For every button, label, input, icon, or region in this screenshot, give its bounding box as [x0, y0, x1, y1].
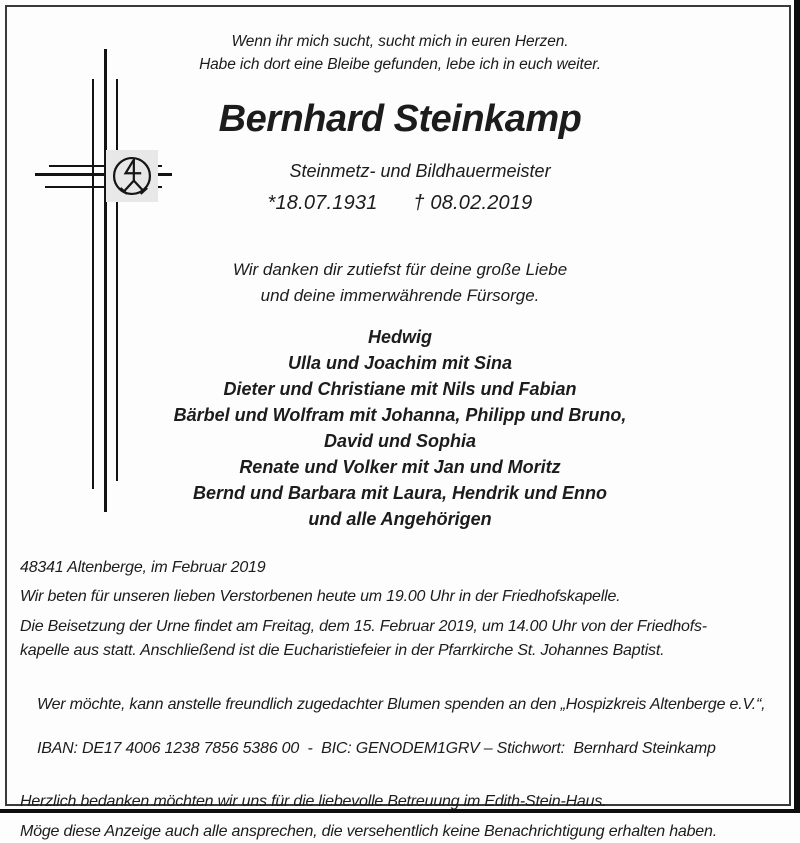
mourner-line: David und Sophia — [323, 431, 476, 451]
life-dates — [0, 192, 800, 215]
care-thanks: Herzlich bedanken möchten wir uns für die liebevolle Betreuung im Edith-Stein-Haus. — [20, 793, 607, 810]
mourner-line: Hedwig — [367, 327, 432, 347]
donation-info — [20, 672, 786, 782]
gratitude-line: und deine immerwährende Fürsorge. — [260, 286, 540, 305]
mourners-list — [0, 324, 800, 532]
mourner-line: Dieter und Christiane mit Nils und Fabian — [223, 379, 577, 399]
epigraph-line: Wenn ihr mich sucht, sucht mich in euren Herzen. — [231, 33, 569, 50]
epigraph — [0, 30, 800, 76]
death-date: † 08.02.2019 — [413, 192, 533, 214]
mourner-line: Bärbel und Wolfram mit Johanna, Philipp und Bruno, — [173, 405, 627, 425]
epigraph-line: Habe ich dort eine Bleibe gefunden, lebe ich in euch weiter. — [199, 56, 601, 73]
mourner-line: und alle Angehörigen — [308, 509, 492, 529]
mourner-line: Bernd und Barbara mit Laura, Hendrik und Enno — [192, 483, 608, 503]
mourner-line: Renate und Volker mit Jan und Moritz — [239, 457, 561, 477]
birth-date: *18.07.1931 — [267, 192, 378, 214]
profession-label: Steinmetz- und Bildhauermeister — [289, 161, 551, 181]
burial-info — [20, 615, 786, 663]
deceased-name: Bernhard Steinkamp — [218, 98, 582, 140]
gratitude-line: Wir danken dir zutiefst für deine große Liebe — [232, 260, 568, 279]
prayer-info: Wir beten für unseren lieben Verstorbenen heute um 19.00 Uhr in der Friedhofskapelle. — [20, 588, 621, 605]
burial-line: Die Beisetzung der Urne findet am Freitag, dem 15. Februar 2019, um 14.00 Uhr von der Friedhofs- — [20, 618, 707, 635]
closing-note: Möge diese Anzeige auch alle ansprechen, die versehentlich keine Benachrichtigung erhalten haben. — [20, 823, 717, 840]
burial-line: kapelle aus statt. Anschließend ist die Eucharistiefeier in der Pfarrkirche St. Johannes Baptist. — [20, 642, 665, 659]
donation-bank-line: IBAN: DE17 4006 1238 7856 5386 00 - BIC: GENODEM1GRV – Stichwort: Bernhard Steinkamp — [36, 740, 716, 757]
donation-line: Wer möchte, kann anstelle freundlich zugedachter Blumen spenden an den „Hospizkreis Altenberge e.V.“, — [36, 696, 766, 713]
gratitude-text — [0, 257, 800, 309]
mourner-line: Ulla und Joachim mit Sina — [287, 353, 513, 373]
notice-details — [20, 556, 786, 843]
dateline: 48341 Altenberge, im Februar 2019 — [20, 559, 266, 576]
